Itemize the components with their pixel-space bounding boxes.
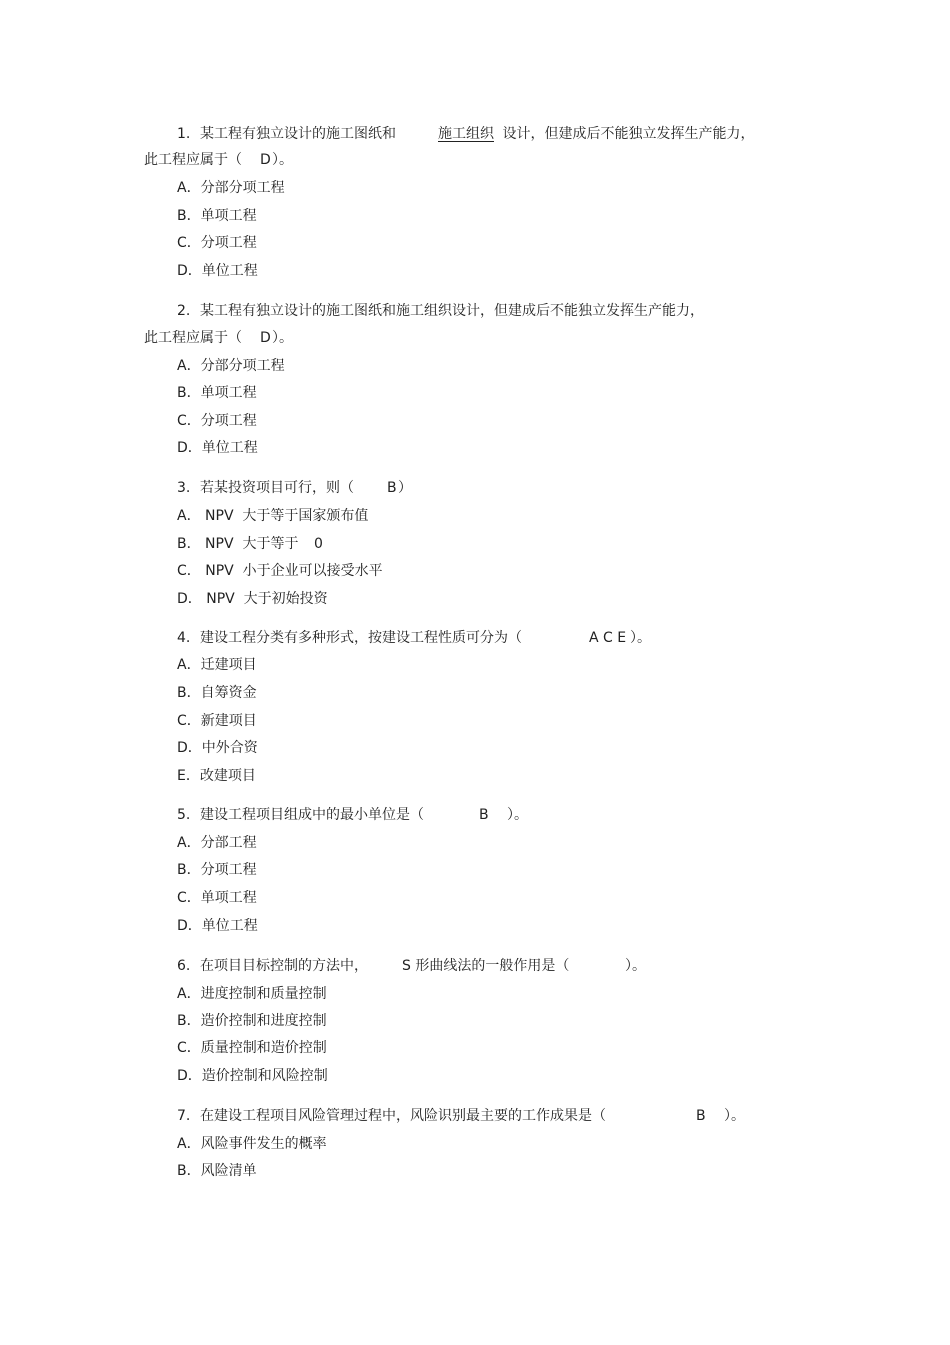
option: C．分项工程 [177,235,257,251]
question-stem: ）。 [507,807,528,823]
option: A．迁建项目 [177,657,257,673]
question-stem: ）。 [272,330,293,346]
question-number: 4. [177,630,191,646]
option: D．单位工程 [177,440,258,456]
option: A．分部分项工程 [177,180,285,196]
option: B．单项工程 [177,208,257,224]
question-stem: 设计，但建成后不能独立发挥生产能力， [498,126,755,142]
option: D． NPV 大于初始投资 [177,591,328,607]
option: A． NPV 大于等于国家颁布值 [177,508,369,524]
question-stem: 建设工程分类有多种形式，按建设工程性质可分为（ [200,630,522,646]
option: B．风险清单 [177,1163,257,1179]
question-stem: 在建设工程项目风险管理过程中，风险识别最主要的工作成果是（ [200,1108,606,1124]
option: C．新建项目 [177,713,257,729]
question-stem: 建设工程项目组成中的最小单位是（ [200,807,424,823]
option: C．质量控制和造价控制 [177,1040,327,1056]
option: B．分项工程 [177,862,257,878]
question-number: 2. [177,303,191,319]
option: B． NPV 大于等于 [177,536,299,552]
question-stem: ） [398,480,412,496]
answer-letter: B [479,807,489,823]
answer-letter: D [260,152,271,168]
question-stem: ）。 [630,630,651,646]
question-number: 7. [177,1108,191,1124]
question-stem: 此工程应属于（ [144,330,242,346]
answer-letter: B [387,480,397,496]
question-number: 3. [177,480,191,496]
option: A．进度控制和质量控制 [177,986,327,1002]
option: E．改建项目 [177,768,256,784]
option: B．造价控制和进度控制 [177,1013,327,1029]
option: B．自筹资金 [177,685,257,701]
question-number: 5. [177,807,191,823]
option: A．分部工程 [177,835,257,851]
question-stem: 某工程有独立设计的施工图纸和施工组织设计，但建成后不能独立发挥生产能力， [200,303,704,319]
option: D．单位工程 [177,263,258,279]
option: B．单项工程 [177,385,257,401]
option: D．单位工程 [177,918,258,934]
option: C．分项工程 [177,413,257,429]
question-number: 1. [177,126,191,142]
option: A．风险事件发生的概率 [177,1136,327,1152]
option: C． NPV 小于企业可以接受水平 [177,563,383,579]
option: D．造价控制和风险控制 [177,1068,328,1084]
question-stem: 在项目目标控制的方法中， [200,958,368,974]
question-stem: 此工程应属于（ [144,152,242,168]
answer-letter: D [260,330,271,346]
question-number: 6. [177,958,191,974]
option: C．单项工程 [177,890,257,906]
option-value: 0 [314,536,323,552]
answer-letter: A C E [589,630,627,646]
option: D．中外合资 [177,740,258,756]
underlined-term: 施工组织 [438,126,494,142]
question-stem: 某工程有独立设计的施工图纸和 [200,126,396,142]
question-stem: ）。 [272,152,293,168]
question-stem: ）。 [625,958,646,974]
question-stem: 若某投资项目可行，则（ [200,480,354,496]
question-stem: ）。 [724,1108,745,1124]
option: A．分部分项工程 [177,358,285,374]
answer-letter: B [696,1108,706,1124]
question-stem: S 形曲线法的一般作用是（ [402,958,570,974]
